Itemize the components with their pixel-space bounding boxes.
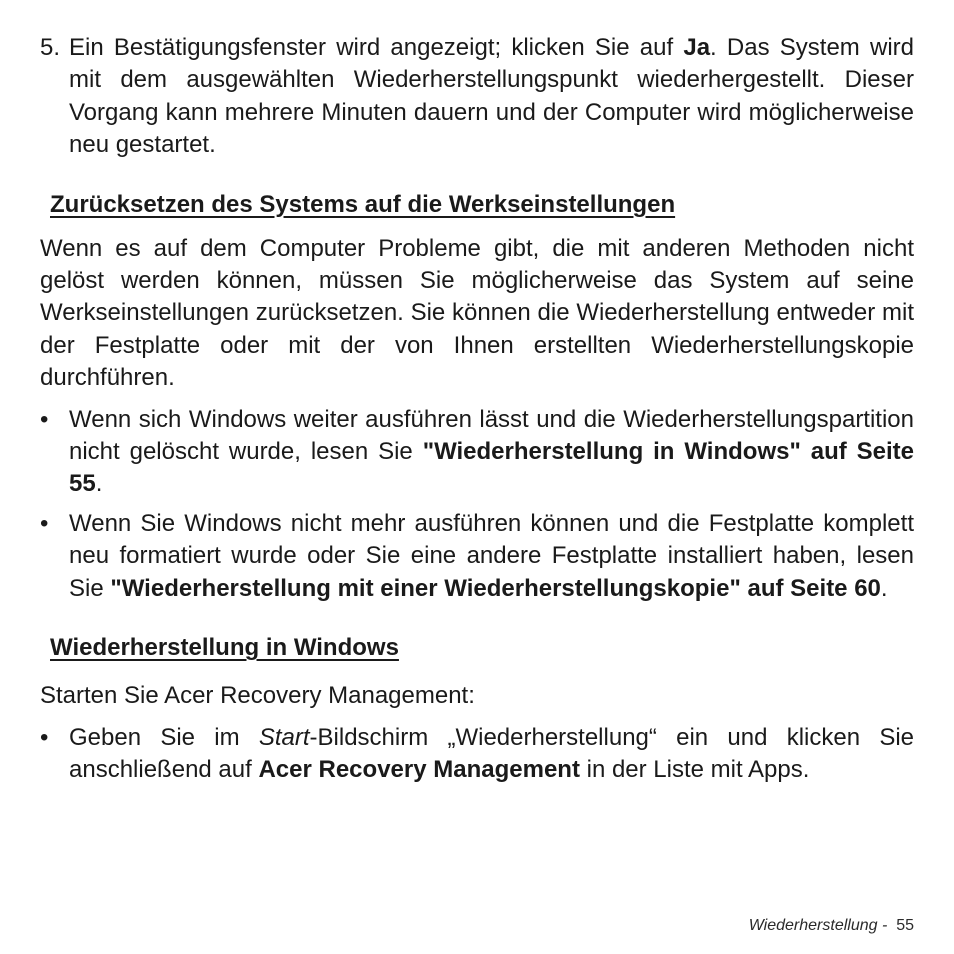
bullet-marker: •	[40, 509, 49, 537]
section-heading-factory-reset: Zurücksetzen des Systems auf die Werkseinstellungen	[50, 190, 676, 218]
bullet-text-after: .	[880, 574, 888, 602]
bullet-text-1: Geben Sie im	[69, 723, 259, 751]
step-text-before: Ein Bestätigungsfenster wird angezeigt; klicken Sie auf	[69, 34, 684, 61]
footer-section-name: Wiederherstellung -	[748, 917, 892, 934]
bullet-italic-start: Start	[258, 723, 310, 751]
bullet-text-after: .	[95, 470, 103, 498]
document-page	[40, 32, 914, 786]
page-footer	[749, 917, 914, 935]
bullet-text-3: in der Liste mit Apps.	[579, 755, 810, 783]
bullet-item-windows-not-running	[40, 508, 914, 605]
section-heading-recovery-windows: Wiederherstellung in Windows	[50, 634, 399, 662]
bullet-marker: •	[40, 405, 49, 433]
step-5	[40, 32, 914, 162]
step-text-after: . Das System wird mit dem ausgewählten Wiederherstellungspunkt wiederhergestellt. Dieser Vorgang kann mehrere Minuten dauern und der Computer wird möglicherweise neu gestartet.	[69, 34, 914, 159]
bullet-bold-app-name: Acer Recovery Management	[258, 755, 580, 783]
section-intro-paragraph: Wenn es auf dem Computer Probleme gibt, die mit anderen Methoden nicht gelöst werden können, müssen Sie möglicherweise das System auf seine Werkseinstellungen zurücksetzen. Sie können die Wiederherstellung entweder mit der Festplatte oder mit der von Ihnen erstellten Wiederherstellungskopie durchführen.	[40, 234, 914, 392]
section-intro-paragraph: Starten Sie Acer Recovery Management:	[40, 682, 475, 710]
bullet-crossref-link: "Wiederherstellung in Windows" auf Seite 55	[69, 438, 914, 498]
footer-page-number: 55	[896, 917, 914, 934]
step-bold-ja: Ja	[683, 34, 711, 61]
bullet-crossref-link: "Wiederherstellung mit einer Wiederherstellungskopie" auf Seite 60	[110, 574, 881, 602]
bullet-text-before: Wenn sich Windows weiter ausführen lässt und die Wiederherstellungspartition nicht gelöscht wurde, lesen Sie	[69, 405, 914, 466]
bullet-item-windows-runs	[40, 404, 914, 501]
bullet-item-start-screen	[40, 722, 914, 787]
step-number: 5.	[40, 34, 61, 61]
bullet-text-2: -Bildschirm „Wiederherstellung“ ein und klicken Sie anschließend auf	[69, 723, 915, 783]
bullet-text-before: Wenn Sie Windows nicht mehr ausführen können und die Festplatte komplett neu formatiert wurde oder Sie eine andere Festplatte installiert haben, lesen Sie	[69, 509, 914, 602]
bullet-marker: •	[40, 723, 49, 751]
